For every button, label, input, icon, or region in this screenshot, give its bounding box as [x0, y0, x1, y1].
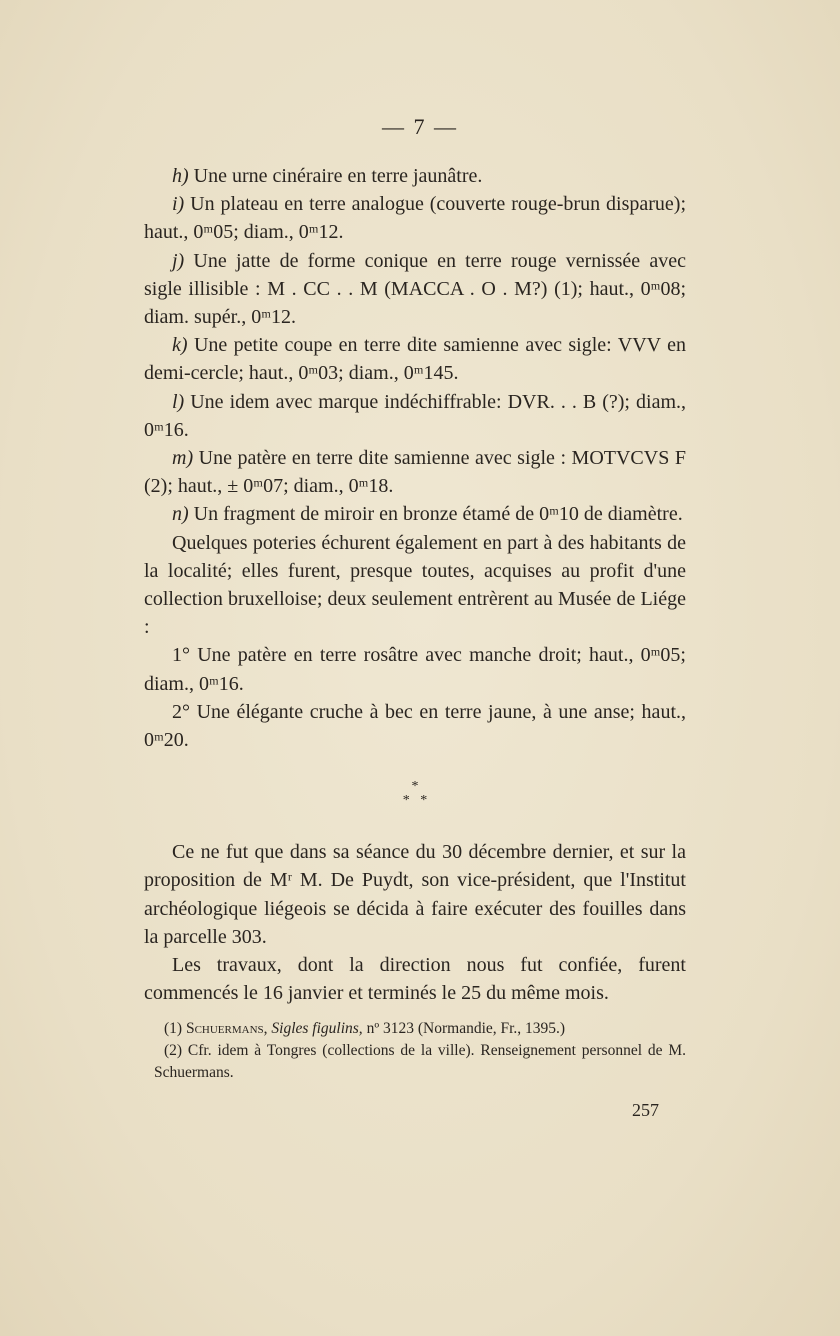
footnote [154, 1040, 686, 1084]
item-label: i) [172, 193, 185, 216]
item-text: Une idem avec marque indéchiffrable: DVR. . . B (?); diam., 0ᵐ16. [144, 390, 686, 441]
footnote-number: (2) [164, 1042, 183, 1059]
item-label: h) [172, 165, 189, 187]
asterism-bottom: * * [402, 793, 428, 809]
list-item [144, 162, 686, 190]
numbered-label: 2° [172, 700, 190, 723]
list-item [144, 247, 686, 332]
paragraph-poteries: Quelques poteries échurent également en part à des habitants de la localité; elles furent, presque toutes, acquises au profit d'une collection bruxelloise; deux seulement entrèrent au Musée de Liége : [144, 531, 686, 639]
item-label: m) [172, 447, 194, 470]
footnotes [154, 1018, 686, 1084]
item-label: k) [172, 334, 188, 357]
numbered-label: 1° [172, 644, 190, 667]
list-item [144, 444, 686, 500]
asterism-top: * [411, 779, 419, 795]
item-text: Une petite coupe en terre dite samienne avec sigle: VVV en demi-cercle; haut., 0ᵐ03; diam., 0ᵐ145. [144, 334, 686, 385]
list-item [144, 190, 686, 246]
footnote [154, 1018, 686, 1040]
main-text [144, 162, 686, 1007]
footnote-number: (1) [164, 1020, 183, 1037]
item-label: j) [172, 249, 185, 272]
footnote-text: Cfr. idem à Tongres (collections de la ville). Renseignement personnel de M. Schuermans. [154, 1042, 686, 1081]
numbered-item [144, 698, 686, 754]
item-text: Un plateau en terre analogue (couverte rouge-brun disparue); haut., 0ᵐ05; diam., 0ᵐ12. [144, 193, 686, 244]
item-label: n) [172, 503, 189, 526]
paragraph-seance: Ce ne fut que dans sa séance du 30 décembre dernier, et sur la proposition de Mʳ M. De Puydt, son vice-président, que l'Institut archéologique liégeois se décida à faire exécuter des fouilles dans la parcelle 303. [144, 841, 686, 948]
item-text: Une patère en terre dite samienne avec sigle : MOTVCVS F (2); haut., ± 0ᵐ07; diam., 0ᵐ18. [144, 447, 686, 498]
list-item [144, 500, 686, 528]
list-item [144, 388, 686, 444]
item-text: Une jatte de forme conique en terre rouge vernissée avec sigle illisible : M . CC . . M (MACCA . O . M?) (1); haut., 0ᵐ08; diam. supér., 0ᵐ12. [144, 249, 686, 329]
numbered-item [144, 641, 686, 697]
numbered-text: Une patère en terre rosâtre avec manche droit; haut., 0ᵐ05; diam., 0ᵐ16. [144, 644, 686, 695]
footnote-title: Sigles figulins, [271, 1020, 363, 1037]
list-item [144, 331, 686, 387]
item-text: Une urne cinéraire en terre jaunâtre. [188, 165, 483, 187]
paragraph-travaux: Les travaux, dont la direction nous fut confiée, furent commencés le 16 janvier et terminés le 25 du même mois. [144, 954, 686, 1005]
section-separator [144, 780, 686, 808]
page-number: 257 [632, 1100, 659, 1120]
item-text: Un fragment de miroir en bronze étamé de 0ᵐ10 de diamètre. [188, 503, 683, 526]
numbered-text: Une élégante cruche à bec en terre jaune, à une anse; haut., 0ᵐ20. [144, 700, 686, 752]
footnote-text: nº 3123 (Normandie, Fr., 1395.) [362, 1020, 566, 1037]
item-label: l) [172, 390, 185, 413]
page-header-number: — 7 — [382, 114, 458, 139]
footnote-author: Schuermans, [185, 1020, 268, 1037]
